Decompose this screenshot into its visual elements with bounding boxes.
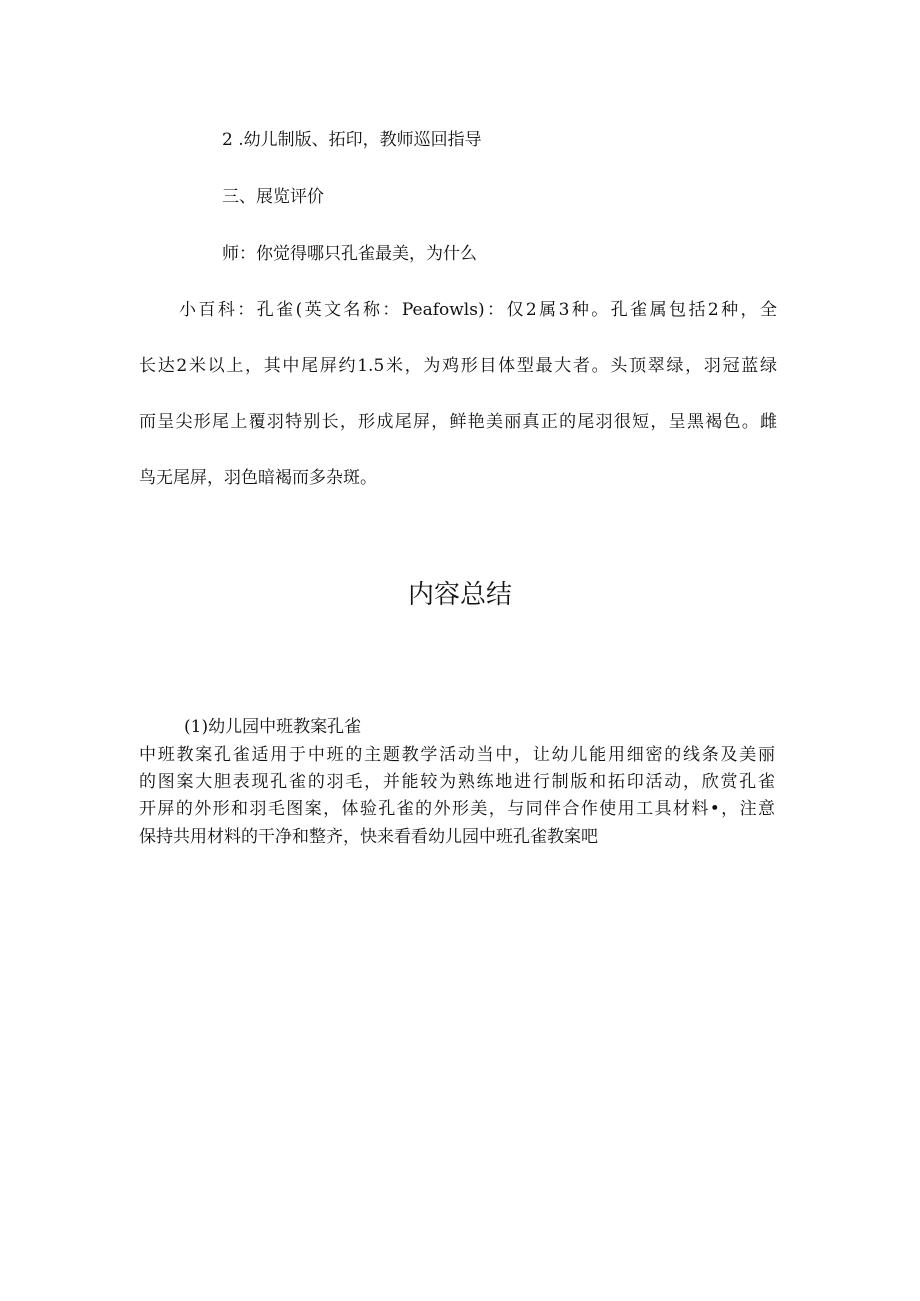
encyclopedia-line: 长达2米以上，其中尾屏约1.5米，为鸡形目体型最大者。头顶翠绿，羽冠蓝绿 xyxy=(139,356,777,376)
step-line: 2 .幼儿制版、拓印，教师巡回指导 xyxy=(222,130,482,150)
encyclopedia-line: 鸟无尾屏，羽色暗褐而多杂斑。 xyxy=(139,468,377,488)
encyclopedia-line: 而呈尖形尾上覆羽特别长，形成尾屏，鲜艳美丽真正的尾羽很短，呈黑褐色。雌 xyxy=(139,412,777,432)
summary-title: 内容总结 xyxy=(407,580,512,610)
encyclopedia-line: 小百科：孔雀(英文名称：Peafowls)：仅2属3种。孔雀属包括2种，全 xyxy=(179,300,777,320)
section-heading: 三、展览评价 xyxy=(222,187,324,207)
summary-line: 的图案大胆表现孔雀的羽毛，并能较为熟练地进行制版和拓印活动，欣赏孔雀 xyxy=(139,772,775,792)
teacher-question: 师：你觉得哪只孔雀最美，为什么 xyxy=(222,244,477,264)
summary-line: 中班教案孔雀适用于中班的主题教学活动当中，让幼儿能用细密的线条及美丽 xyxy=(139,745,775,765)
summary-line: 开屏的外形和羽毛图案，体验孔雀的外形美，与同伴合作使用工具材料•，注意 xyxy=(139,799,775,819)
summary-line: 保持共用材料的干净和整齐，快来看看幼儿园中班孔雀教案吧 xyxy=(139,827,598,847)
summary-item-title: (1)幼儿园中班教案孔雀 xyxy=(184,717,362,737)
